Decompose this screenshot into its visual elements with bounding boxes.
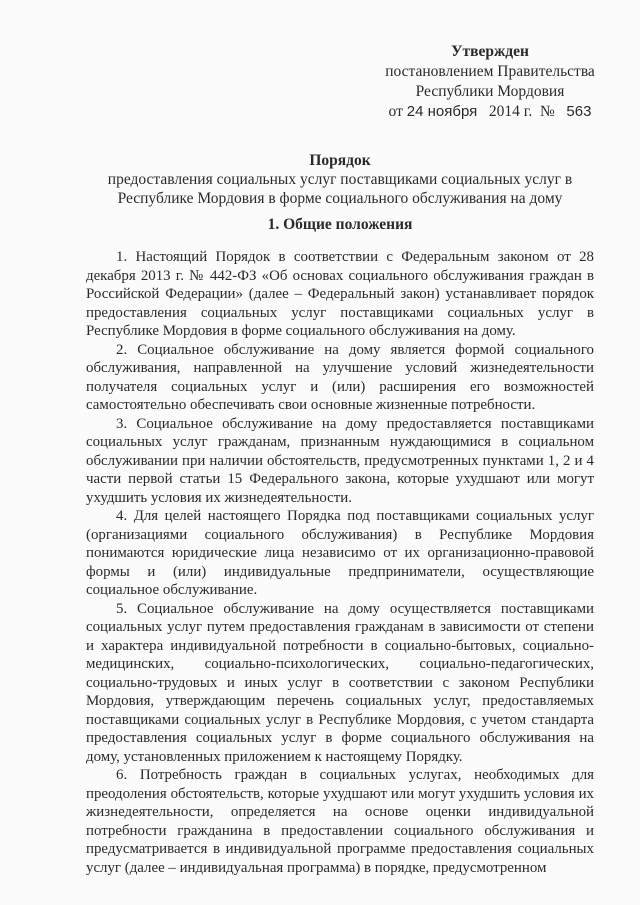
title-line-1: предоставления социальных услуг поставщиками социальных услуг в xyxy=(107,171,573,188)
title-heading: Порядок xyxy=(309,152,371,169)
document-body xyxy=(86,248,594,877)
paragraph-3: 3. Социальное обслуживание на дому предоставляется поставщиками социальных услуг гражданам, признанным нуждающимися в социальном обслуживании при наличии обстоятельств, предусмотренных пунктами 1, 2 и 4 части первой статьи 15 Федерального закона, которые ухудшают или могут ухудшить условия их жизнедеятельности. xyxy=(86,415,594,506)
approval-date-line xyxy=(370,102,610,122)
approval-stamp xyxy=(370,42,610,122)
approval-date: 24 ноября xyxy=(406,103,478,120)
approval-number: 563 xyxy=(566,103,592,120)
document-title xyxy=(60,151,620,208)
approval-date-prefix: от xyxy=(388,103,403,120)
approval-heading: Утвержден xyxy=(451,43,529,60)
approval-line-1: постановлением Правительства xyxy=(385,63,595,80)
paragraph-5: 5. Социальное обслуживание на дому осуществляется поставщиками социальных услуг путем предоставления гражданам в зависимости от степени и характера индивидуальной потребности в социально-бытовых, социально-медицинских, социально-психологических, социально-педагогических, социально-трудовых и иных услуг в соответствии с законом Республики Мордовия, утверждающим перечень социальных услуг, предоставляемых поставщиками социальных услуг в Республике Мордовия, с учетом стандарта предоставления социальных услуг в форме социального обслуживания на дому, установленных приложением к настоящему Порядку. xyxy=(86,600,594,765)
paragraph-6: 6. Потребность граждан в социальных услугах, необходимых для преодоления обстоятельств, которые ухудшают или могут ухудшить условия их жизнедеятельности, определяется на основе оценки индивидуальной потребности гражданина в предоставлении социального обслуживания и предусматривается в индивидуальной программе предоставления социальных услуг (далее – индивидуальная программа) в порядке, предусмотренном xyxy=(86,767,594,876)
paragraph-2: 2. Социальное обслуживание на дому является формой социального обслуживания, направленной на улучшение условий жизнедеятельности получателя социальных услуг и (или) расширения его возможностей самостоятельно обеспечивать свои основные жизненные потребности. xyxy=(86,341,594,413)
paragraph-4: 4. Для целей настоящего Порядка под поставщиками социальных услуг (организациями социального обслуживания) в Республике Мордовия понимаются юридические лица независимо от их организационно-правовой формы и (или) индивидуальные предприниматели, осуществляющие социальное обслуживание. xyxy=(86,508,594,598)
approval-number-label: № xyxy=(539,103,555,120)
paragraph-1: 1. Настоящий Порядок в соответствии с Федеральным законом от 28 декабря 2013 г. № 442-ФЗ «Об основах социального обслуживания граждан в Российской Федерации» (далее – Федеральный закон) устанавливает порядок предоставления социальных услуг поставщиками социальных услуг в Республике Мордовия в форме социального обслуживания на дому. xyxy=(86,249,594,339)
title-line-2: Республике Мордовия в форме социального обслуживания на дому xyxy=(117,190,563,207)
approval-line-2: Республики Мордовия xyxy=(415,83,565,100)
approval-year: 2014 г. xyxy=(488,103,533,120)
section-heading: 1. Общие положения xyxy=(267,216,413,233)
